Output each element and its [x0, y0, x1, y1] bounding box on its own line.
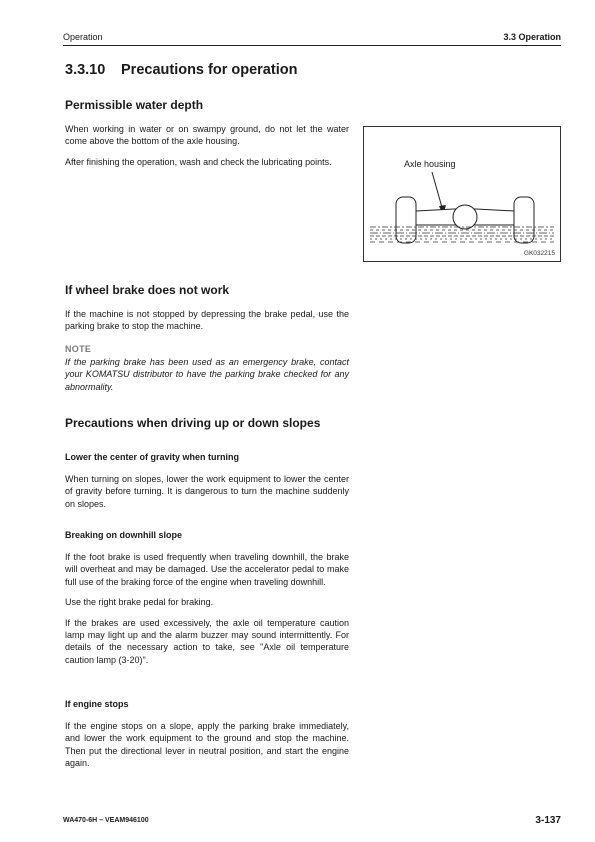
axle-housing-figure: [363, 126, 561, 262]
water-depth-paragraph-1: When working in water or on swampy ground, do not let the water come above the bottom of the axle housing.: [65, 124, 349, 147]
footer-page-number: 3-137: [535, 815, 561, 826]
header-section-name: Operation: [63, 32, 103, 42]
downhill-paragraph-2: Use the right brake pedal for braking.: [65, 597, 214, 608]
engine-stops-paragraph: If the engine stops on a slope, apply the parking brake immediately, and lower the work equipment to the ground and stop the machine. Then put the directional lever in neutral position, and start the engine again.: [65, 721, 349, 769]
heading-water-depth: Permissible water depth: [65, 98, 204, 112]
axle-water-illustration: [364, 127, 562, 263]
heading-slopes: Precautions when driving up or down slopes: [65, 416, 321, 430]
heading-wheel-brake: If wheel brake does not work: [65, 283, 230, 297]
header-rule: [63, 45, 561, 46]
section-title-text: Precautions for operation: [121, 62, 298, 78]
section-title: [65, 62, 297, 78]
footer-model-code: WA470-6H – VEAM946100: [63, 817, 149, 824]
axle-housing-label: Axle housing: [404, 159, 456, 169]
section-number: 3.3.10: [65, 62, 106, 78]
note-text: If the parking brake has been used as an emergency brake, contact your KOMATSU distributor to have the parking brake checked for any abnormality.: [65, 356, 349, 392]
engine-stops-body: [65, 720, 349, 770]
figure-code: GK032215: [523, 250, 555, 257]
water-depth-paragraph-2: After finishing the operation, wash and check the lubricating points.: [65, 156, 332, 167]
downhill-paragraph-1: If the foot brake is used frequently when traveling downhill, the brake will overheat and may be damaged. Use the accelerator pedal to make full use of the braking force of the engine when traveling downhill.: [65, 552, 349, 587]
header-chapter: 3.3 Operation: [503, 32, 561, 42]
wheel-brake-body: [65, 308, 349, 393]
heading-center-of-gravity: Lower the center of gravity when turning: [65, 452, 240, 462]
water-depth-body: [65, 123, 349, 168]
downhill-braking-body: [65, 551, 349, 666]
note-label: NOTE: [65, 343, 92, 354]
heading-downhill-braking: Breaking on downhill slope: [65, 530, 183, 540]
center-of-gravity-body: [65, 473, 349, 510]
downhill-paragraph-3: If the brakes are used excessively, the axle oil temperature caution lamp may light up and the alarm buzzer may sound intermittently. For details of the necessary action to take, see "Axle oil temperature caution lamp (3-20)".: [65, 617, 349, 665]
heading-engine-stops: If engine stops: [65, 699, 129, 709]
wheel-brake-paragraph: If the machine is not stopped by depressing the brake pedal, use the parking brake to stop the machine.: [65, 309, 349, 332]
center-of-gravity-paragraph: When turning on slopes, lower the work equipment to lower the center of gravity before turning. It is dangerous to turn the machine suddenly on slopes.: [65, 474, 349, 509]
